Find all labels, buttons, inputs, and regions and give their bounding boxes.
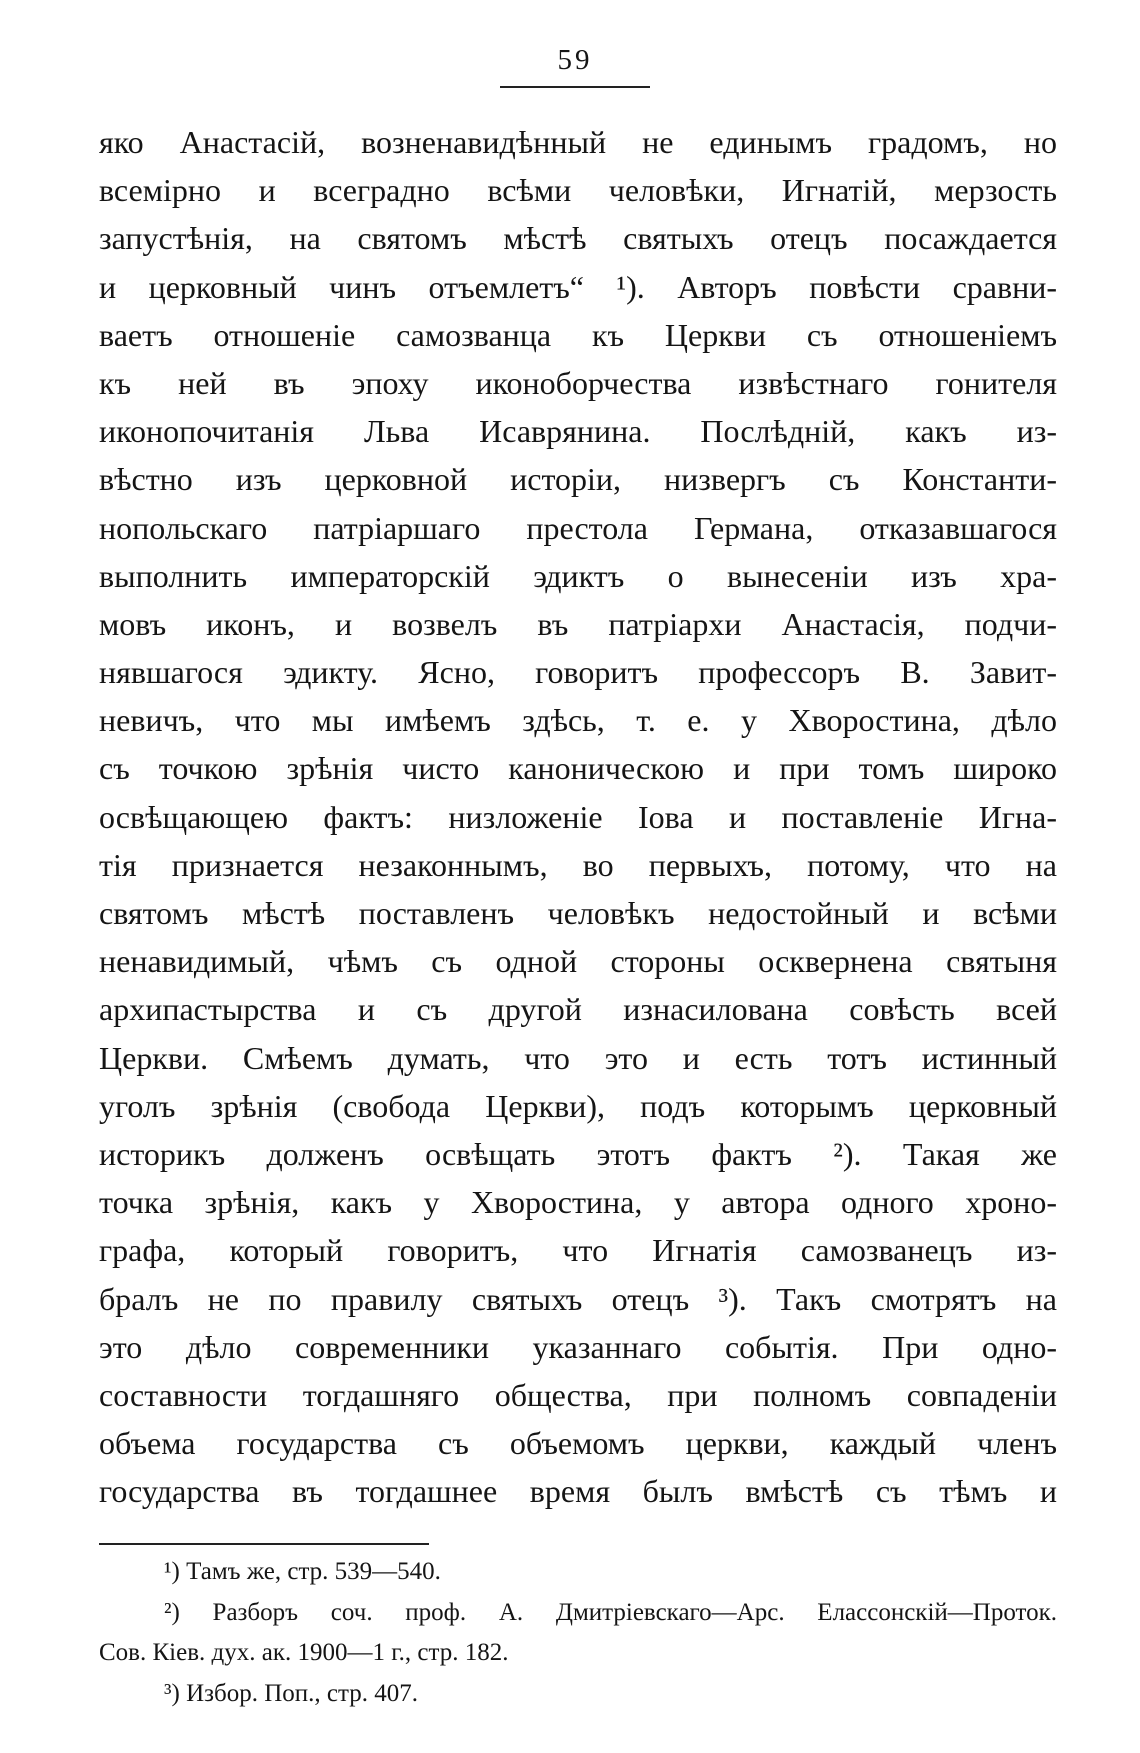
footnote-2-continuation: Сов. Кіев. дух. ак. 1900—1 г., стр. 182.: [99, 1639, 509, 1666]
text-line: запустѣнія, на святомъ мѣстѣ святыхъ отецъ посаждается: [99, 220, 1057, 257]
text-line: иконопочитанія Льва Исаврянина. Послѣдній, какъ из-: [99, 413, 1057, 450]
text-line: архипастырства и съ другой изнасилована совѣсть всей: [99, 991, 1057, 1028]
body-text: [99, 118, 1057, 1515]
text-line: вѣстно изъ церковной исторіи, низвергъ съ Константи-: [99, 461, 1057, 498]
text-line: и церковный чинъ отъемлетъ“ ¹). Авторъ повѣсти сравни-: [99, 268, 1057, 305]
text-line: тія признается незаконнымъ, во первыхъ, потому, что на: [99, 846, 1057, 883]
text-line: съ точкою зрѣнія чисто каноническою и при томъ широко: [99, 750, 1057, 787]
text-line: историкъ долженъ освѣщать этотъ фактъ ²). Такая же: [99, 1135, 1057, 1172]
text-line: точка зрѣнія, какъ у Хворостина, у автора одного хроно-: [99, 1184, 1057, 1221]
text-line: освѣщающею фактъ: низложеніе Іова и поставленіе Игна-: [99, 798, 1057, 835]
text-line: объема государства съ объемомъ церкви, каждый членъ: [99, 1425, 1057, 1462]
footnote-rule: [99, 1543, 429, 1545]
text-line: уголъ зрѣнія (свобода Церкви), подъ которымъ церковный: [99, 1087, 1057, 1124]
text-line: нопольскаго патріаршаго престола Германа, отказавшагося: [99, 509, 1057, 546]
text-line: всемірно и всеградно всѣми человѣки, Игнатій, мерзость: [99, 172, 1057, 209]
text-line: ненавидимый, чѣмъ съ одной стороны осквернена святыня: [99, 943, 1057, 980]
text-line: графа, который говоритъ, что Игнатія самозванецъ из-: [99, 1232, 1057, 1269]
text-line: выполнить императорскій эдиктъ о вынесеніи изъ хра-: [99, 557, 1057, 594]
footnote-1: ¹) Тамъ же, стр. 539—540.: [164, 1558, 441, 1585]
text-line: составности тогдашняго общества, при полномъ совпаденіи: [99, 1376, 1057, 1413]
text-line: святомъ мѣстѣ поставленъ человѣкъ недостойный и всѣми: [99, 895, 1057, 931]
text-line: мовъ иконъ, и возвелъ въ патріархи Анастасія, подчи-: [99, 605, 1057, 642]
text-line: невичъ, что мы имѣемъ здѣсь, т. е. у Хворостина, дѣло: [99, 702, 1057, 739]
text-line: государства въ тогдашнее время былъ вмѣстѣ съ тѣмъ и: [99, 1473, 1057, 1510]
text-line: Церкви. Смѣемъ думать, что это и есть тотъ истинный: [99, 1039, 1057, 1076]
text-line: къ ней въ эпоху иконоборчества извѣстнаго гонителя: [99, 364, 1057, 401]
footnote-2: ²) Разборъ соч. проф. А. Дмитріевскаго—Арс. Елассонскій—Проток.: [164, 1598, 1057, 1626]
text-line: яко Анастасій, возненавидѣнный не единымъ градомъ, но: [99, 124, 1057, 160]
page-number: 59: [557, 44, 593, 76]
header-rule: [500, 86, 650, 88]
footnotes: [99, 1552, 1057, 1714]
text-line: нявшагося эдикту. Ясно, говоритъ профессоръ В. Завит-: [99, 654, 1057, 691]
text-line: это дѣло современники указаннаго событія. При одно-: [99, 1328, 1057, 1365]
text-line: бралъ не по правилу святыхъ отецъ ³). Такъ смотрятъ на: [99, 1280, 1057, 1317]
footnote-3: ³) Избор. Поп., стр. 407.: [164, 1679, 418, 1707]
text-line: ваетъ отношеніе самозванца къ Церкви съ отношеніемъ: [99, 316, 1057, 353]
